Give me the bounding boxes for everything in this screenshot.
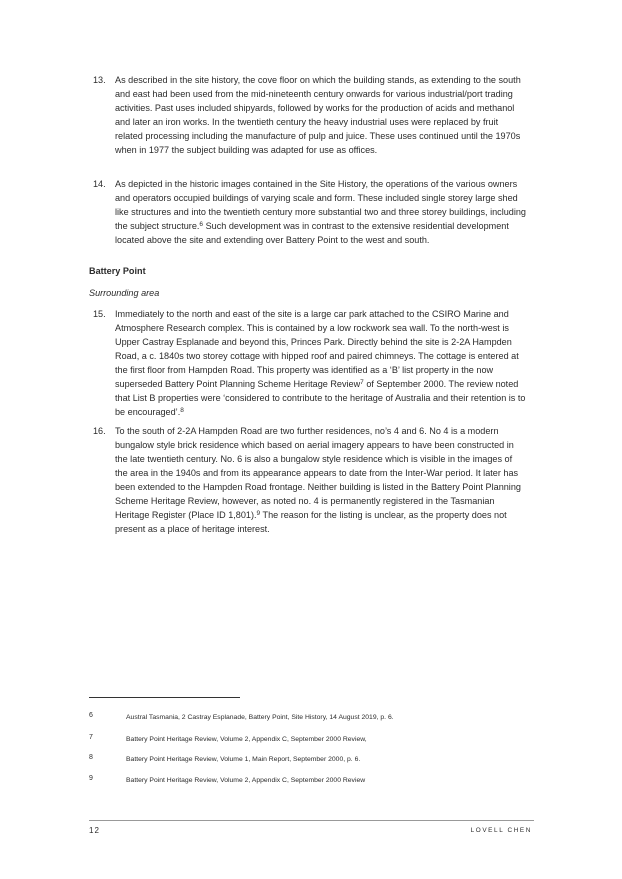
footnote-ref-6[interactable]: 6 (199, 221, 204, 228)
footnote-separator (89, 697, 240, 698)
footnote-ref-7[interactable]: 7 (360, 379, 364, 386)
paragraph-number: 15. (93, 309, 106, 319)
paragraph-16 (93, 424, 527, 536)
paragraph-text-cont: Such development was in contrast to the extensive residential development located above the site and extending over Battery Point to the west and south. (115, 221, 509, 245)
footnote-text: Battery Point Heritage Review, Volume 2, Appendix C, September 2000 Review, (126, 736, 367, 743)
footnote-number: 7 (89, 734, 93, 741)
paragraph-text-cont: The reason for the listing is unclear, as the property does not present as a place of heritage interest. (115, 510, 507, 534)
footnote-number: 9 (89, 775, 93, 782)
footnote-ref-9[interactable]: 9 (256, 510, 261, 517)
footnote-number: 6 (89, 712, 93, 719)
section-heading: Battery Point (89, 266, 146, 276)
paragraph-text-cont: of September 2000. The review noted that List B properties were ‘considered to contribute to the heritage of Australia and their retention is to be encouraged’. (115, 379, 526, 417)
footnote-number: 8 (89, 754, 93, 761)
paragraph-text: Immediately to the north and east of the site is a large car park attached to the CSIRO Marine and Atmosphere Research complex. This is contained by a low rockwork sea wall. To the north-west is Upper Castray Esplanade and beyond this, Princes Park. Directly behind the site is 2-2A Hampden Road, a c. 1840s two storey cottage with hipped roof and paired chimneys. The cottage is entered at the first floor from Hampden Road. This property was identified as a ‘B’ list property in the now superseded Battery Point Planning Scheme Heritage Review (115, 309, 519, 389)
paragraph-15 (93, 307, 527, 419)
paragraph-13 (93, 73, 527, 157)
section-subheading: Surrounding area (89, 288, 160, 298)
footnote-text: Battery Point Heritage Review, Volume 1, Main Report, September 2000, p. 6. (126, 756, 361, 763)
paragraph-text: As described in the site history, the cove floor on which the building stands, as extending to the south and east had been used from the mid-nineteenth century onwards for various industrial/port trading activities. Past uses included shipyards, followed by works for the production of acids and methanol and later an iron works. In the twentieth century the heavy industrial uses were replaced by fruit related processing including the manufacture of pulp and juice. These uses continued until the 1970s when in 1977 the subject building was adapted for use as offices. (115, 75, 521, 155)
paragraph-14 (93, 177, 527, 247)
firm-name: LOVELL CHEN (470, 827, 532, 834)
footnote-text: Battery Point Heritage Review, Volume 2, Appendix C, September 2000 Review (126, 777, 366, 784)
footnote-text: Austral Tasmania, 2 Castray Esplanade, Battery Point, Site History, 14 August 2019, p. 6. (126, 714, 394, 721)
paragraph-text: As depicted in the historic images contained in the Site History, the operations of the various owners and operators occupied buildings of varying scale and form. These included single storey large shed like structures and into the twentieth century more substantial two and three storey buildings, including the subject structure. (115, 179, 526, 231)
footnote-ref-8[interactable]: 8 (180, 407, 184, 414)
footer-rule (89, 820, 534, 821)
paragraph-text: To the south of 2-2A Hampden Road are two further residences, no’s 4 and 6. No 4 is a modern bungalow style brick residence which based on aerial imagery appears to have been constructed in the late twentieth century. No. 6 is also a bungalow style residence which is visible in the images of the area in the 1940s and from its appearance appears to date from the Inter-War period. It later has been extended to the Hampden Road frontage. Neither building is listed in the Battery Point Planning Scheme Heritage Review, however, as noted no. 4 is permanently registered in the Tasmanian Heritage Register (Place ID 1,801). (115, 426, 521, 520)
paragraph-number: 13. (93, 75, 106, 85)
page-number: 12 (89, 826, 100, 835)
paragraph-number: 14. (93, 179, 106, 189)
paragraph-number: 16. (93, 426, 106, 436)
